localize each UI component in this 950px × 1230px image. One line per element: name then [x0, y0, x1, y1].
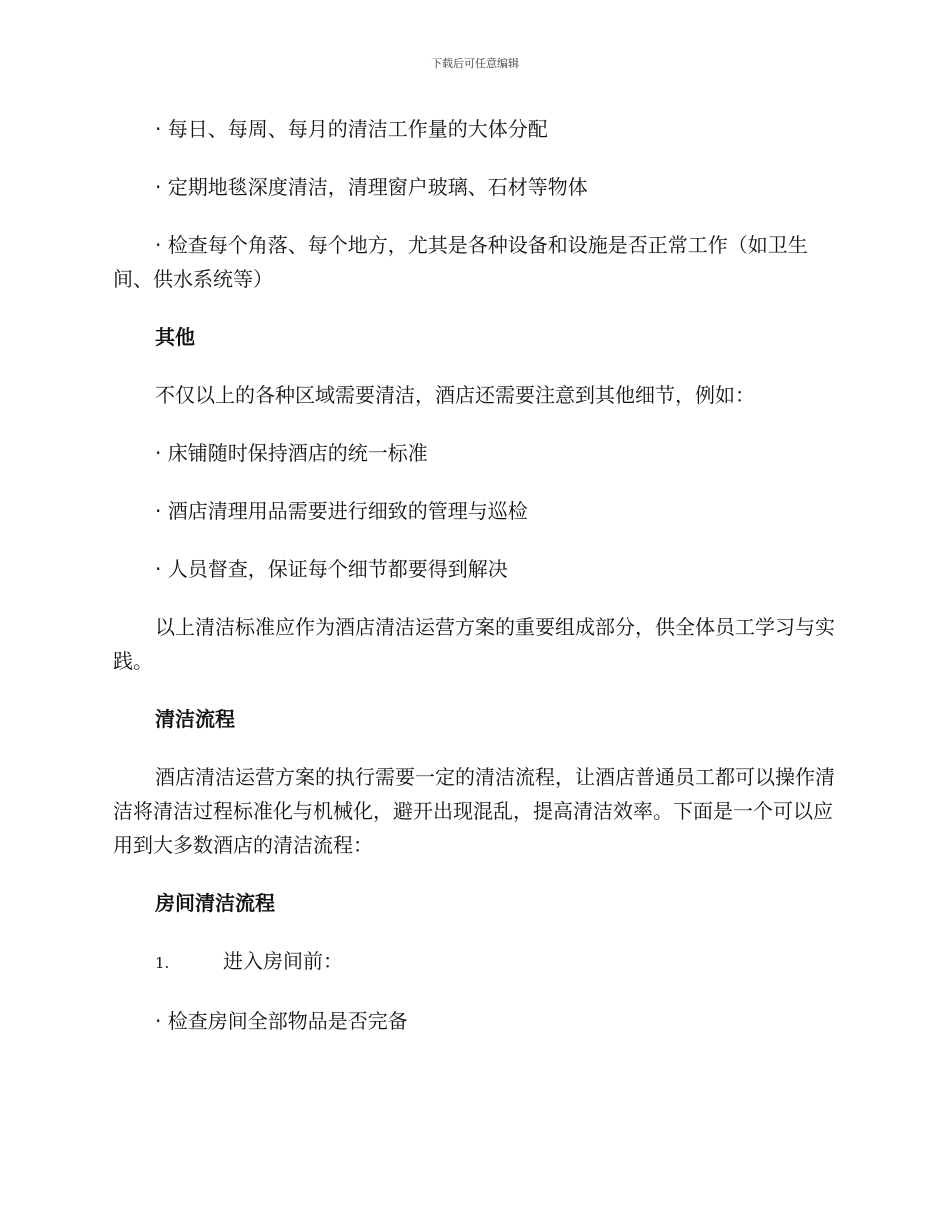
bullet-paragraph: · 床铺随时保持酒店的统一标准	[155, 441, 428, 465]
section-heading-other: 其他	[155, 325, 195, 349]
bullet-paragraph: · 检查房间全部物品是否完备	[155, 1009, 408, 1033]
body-paragraph: 不仅以上的各种区域需要清洁，酒店还需要注意到其他细节，例如：	[155, 383, 755, 407]
section-heading-room-cleaning: 房间清洁流程	[155, 891, 275, 915]
bullet-paragraph: · 酒店清理用品需要进行细致的管理与巡检	[155, 499, 528, 523]
body-paragraph: 酒店清洁运营方案的执行需要一定的清洁流程，让酒店普通员工都可以操作清洁将清洁过程标准化与机械化，避开出现混乱，提高清洁效率。下面是一个可以应用到大多数酒店的清洁流程：	[113, 765, 835, 857]
section-heading-cleaning-process: 清洁流程	[155, 707, 235, 731]
list-number: 1.	[155, 954, 170, 972]
bullet-paragraph: · 定期地毯深度清洁，清理窗户玻璃、石材等物体	[155, 175, 588, 199]
document-body	[113, 112, 835, 1062]
body-paragraph: 以上清洁标准应作为酒店清洁运营方案的重要组成部分，供全体员工学习与实践。	[113, 615, 835, 673]
bullet-paragraph: · 检查每个角落、每个地方，尤其是各种设备和设施是否正常工作（如卫生间、供水系统等）	[113, 233, 808, 291]
bullet-paragraph: · 每日、每周、每月的清洁工作量的大体分配	[155, 117, 548, 141]
page-header: 下载后可任意编辑	[431, 57, 519, 70]
numbered-item-text: 进入房间前：	[223, 949, 343, 973]
numbered-item	[113, 944, 835, 980]
bullet-paragraph: · 人员督查，保证每个细节都要得到解决	[155, 557, 508, 581]
